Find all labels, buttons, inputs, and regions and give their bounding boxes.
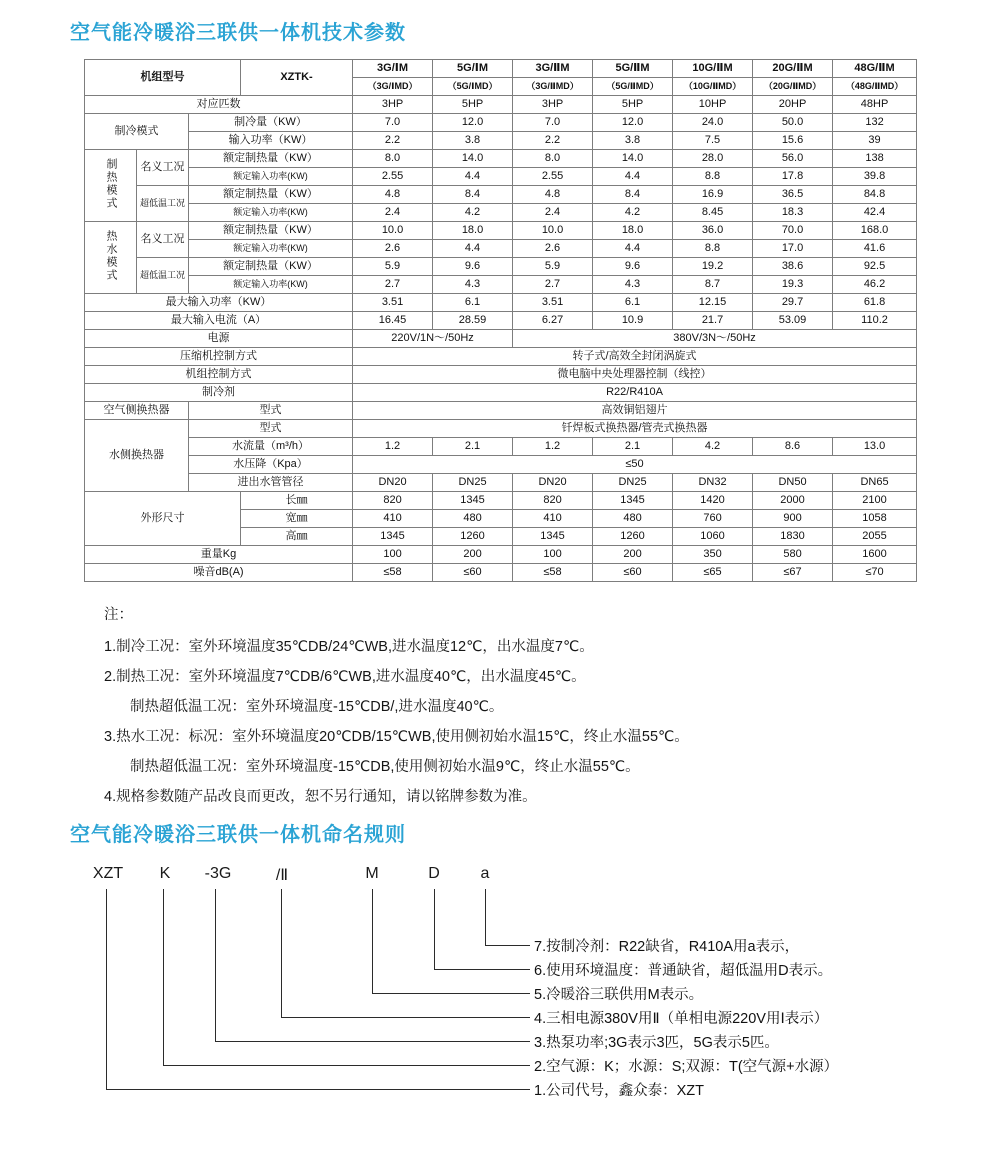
cell: 24.0 xyxy=(673,114,753,132)
cell: 4.3 xyxy=(593,276,673,294)
cell: 2100 xyxy=(833,492,917,510)
table-row xyxy=(85,132,917,150)
cell: 6.27 xyxy=(513,312,593,330)
cell: 3HP xyxy=(353,96,433,114)
table-row xyxy=(85,276,917,294)
sub-lowtemp: 超低温工况 xyxy=(137,186,189,222)
water-ex-type-label: 型式 xyxy=(189,420,353,438)
cell: 70.0 xyxy=(753,222,833,240)
cell: 39 xyxy=(833,132,917,150)
note-line: 制热超低温工况：室外环境温度-15℃DB,使用侧初始水温9℃，终止水温55℃。 xyxy=(130,759,640,775)
cell: 14.0 xyxy=(593,150,673,168)
cell: 2.55 xyxy=(353,168,433,186)
cell: 19.3 xyxy=(753,276,833,294)
cell: 8.45 xyxy=(673,204,753,222)
cell: 28.59 xyxy=(433,312,513,330)
cell: 480 xyxy=(593,510,673,528)
cell: 3.8 xyxy=(433,132,513,150)
leader-line-3-h xyxy=(215,1041,530,1042)
leader-line-2-h xyxy=(163,1065,530,1066)
cell: 16.9 xyxy=(673,186,753,204)
table-row xyxy=(85,312,917,330)
cell: 50.0 xyxy=(753,114,833,132)
cell: 42.4 xyxy=(833,204,917,222)
col-head-6: 48G/ⅡM xyxy=(833,60,917,78)
cell: 1345 xyxy=(513,528,593,546)
cell: ≤60 xyxy=(593,564,673,582)
row-label: 额定输入功率(KW) xyxy=(189,168,353,186)
cell: 4.4 xyxy=(593,168,673,186)
legend-item-4: 4.三相电源380V用Ⅱ（单相电源220V用Ⅰ表示） xyxy=(534,1011,829,1027)
cell: DN20 xyxy=(353,474,433,492)
cell: 2.1 xyxy=(433,438,513,456)
cell: 38.6 xyxy=(753,258,833,276)
cell: ≤67 xyxy=(753,564,833,582)
leader-line-6 xyxy=(434,889,435,969)
table-row xyxy=(85,258,917,276)
leader-line-3 xyxy=(215,889,216,1041)
cell: 1260 xyxy=(433,528,513,546)
cell: 10.9 xyxy=(593,312,673,330)
spec-table xyxy=(84,59,917,582)
cell: 900 xyxy=(753,510,833,528)
leader-line-7 xyxy=(485,889,486,945)
leader-line-5-h xyxy=(372,993,530,994)
table-row xyxy=(85,168,917,186)
row-label-air-ex: 空气侧换热器 xyxy=(85,402,189,420)
cell: 200 xyxy=(433,546,513,564)
cell: 8.6 xyxy=(753,438,833,456)
cell: DN65 xyxy=(833,474,917,492)
row-label: 额定制热量（KW） xyxy=(189,258,353,276)
cell: 200 xyxy=(593,546,673,564)
table-row xyxy=(85,204,917,222)
row-label: 额定制热量（KW） xyxy=(189,186,353,204)
legend-item-6: 6.使用环境温度：普通缺省，超低温用D表示。 xyxy=(534,963,833,979)
cell: 820 xyxy=(353,492,433,510)
legend-item-7: 7.按制冷剂：R22缺省，R410A用a表示， xyxy=(534,939,800,955)
cell: 13.0 xyxy=(833,438,917,456)
cell: 6.1 xyxy=(593,294,673,312)
cell: 4.3 xyxy=(433,276,513,294)
cell: 48HP xyxy=(833,96,917,114)
page-title-naming: 空气能冷暖浴三联供一体机命名规则 xyxy=(70,824,406,846)
cell: 168.0 xyxy=(833,222,917,240)
cell: 19.2 xyxy=(673,258,753,276)
row-label: 额定输入功率(KW) xyxy=(189,240,353,258)
cell: ≤65 xyxy=(673,564,753,582)
cell: 3.8 xyxy=(593,132,673,150)
cell: 21.7 xyxy=(673,312,753,330)
cell: 3.51 xyxy=(513,294,593,312)
cell: ≤58 xyxy=(353,564,433,582)
table-row xyxy=(85,222,917,240)
sub-lowtemp: 超低温工况 xyxy=(137,258,189,294)
leader-line-5 xyxy=(372,889,373,993)
col-head-5: 20G/ⅡM xyxy=(753,60,833,78)
power-left: 220V/1N～/50Hz xyxy=(353,330,513,348)
cell: 1345 xyxy=(433,492,513,510)
cell: 2.7 xyxy=(513,276,593,294)
cell: 5HP xyxy=(433,96,513,114)
cell: 18.0 xyxy=(433,222,513,240)
table-row xyxy=(85,96,917,114)
code-segment-xzt: XZT xyxy=(92,865,124,882)
cell: 41.6 xyxy=(833,240,917,258)
cell: 7.5 xyxy=(673,132,753,150)
table-row xyxy=(85,240,917,258)
cell: 2.4 xyxy=(513,204,593,222)
cell: 8.4 xyxy=(433,186,513,204)
note-line: 1.制冷工况：室外环境温度35℃DB/24℃WB,进水温度12℃，出水温度7℃。 xyxy=(104,639,594,655)
row-label-dimensions: 外形尺寸 xyxy=(85,492,241,546)
table-row xyxy=(85,456,917,474)
sub-nominal: 名义工况 xyxy=(137,150,189,186)
cell: 2000 xyxy=(753,492,833,510)
legend-item-1: 1.公司代号，鑫众泰：XZT xyxy=(534,1083,704,1099)
cell: 14.0 xyxy=(433,150,513,168)
cell: 8.4 xyxy=(593,186,673,204)
pipe-label: 进出水管管径 xyxy=(189,474,353,492)
cell: 410 xyxy=(513,510,593,528)
cell: 5.9 xyxy=(513,258,593,276)
leader-line-1-h xyxy=(106,1089,530,1090)
spec-table-container xyxy=(0,45,1000,582)
cell: 1260 xyxy=(593,528,673,546)
cell: 1.2 xyxy=(513,438,593,456)
row-label-maxpower: 最大输入功率（KW） xyxy=(85,294,353,312)
note-line: 2.制热工况：室外环境温度7℃DB/6℃WB,进水温度40℃，出水温度45℃。 xyxy=(104,669,586,685)
cell: 12.0 xyxy=(433,114,513,132)
model-label: 机组型号 xyxy=(85,60,241,96)
legend-item-2: 2.空气源：K；水源：S;双源：T(空气源+水源） xyxy=(534,1059,839,1075)
cell: 3.51 xyxy=(353,294,433,312)
air-ex-type-label: 型式 xyxy=(189,402,353,420)
cell: 2055 xyxy=(833,528,917,546)
col-head-2: 3G/ⅡM xyxy=(513,60,593,78)
cell: 2.6 xyxy=(513,240,593,258)
cell: DN20 xyxy=(513,474,593,492)
cell: 1058 xyxy=(833,510,917,528)
cell: 760 xyxy=(673,510,753,528)
cell: 10.0 xyxy=(513,222,593,240)
cell: 16.45 xyxy=(353,312,433,330)
cell: 17.0 xyxy=(753,240,833,258)
table-row xyxy=(85,294,917,312)
row-label-control: 机组控制方式 xyxy=(85,366,353,384)
row-label-noise: 噪音dB(A) xyxy=(85,564,353,582)
cell: 12.0 xyxy=(593,114,673,132)
row-label-maxcurrent: 最大输入电流（A） xyxy=(85,312,353,330)
table-row xyxy=(85,366,917,384)
sub-nominal: 名义工况 xyxy=(137,222,189,258)
col-head-3: 5G/ⅡM xyxy=(593,60,673,78)
leader-line-2 xyxy=(163,889,164,1065)
cell: 28.0 xyxy=(673,150,753,168)
cell: 10HP xyxy=(673,96,753,114)
cell: 2.55 xyxy=(513,168,593,186)
cell: 1345 xyxy=(593,492,673,510)
pressure-value: ≤50 xyxy=(353,456,917,474)
cell: 5HP xyxy=(593,96,673,114)
table-row xyxy=(85,546,917,564)
cell: 36.0 xyxy=(673,222,753,240)
table-row xyxy=(85,114,917,132)
table-row xyxy=(85,186,917,204)
cell: 20HP xyxy=(753,96,833,114)
cell: ≤60 xyxy=(433,564,513,582)
group-hotwater xyxy=(85,222,137,294)
dim-sub-label: 高㎜ xyxy=(241,528,353,546)
cell: 53.09 xyxy=(753,312,833,330)
cell: 4.2 xyxy=(593,204,673,222)
cell: 8.8 xyxy=(673,168,753,186)
row-label-weight: 重量Kg xyxy=(85,546,353,564)
code-segment-a: a xyxy=(480,865,490,882)
cell: 5.9 xyxy=(353,258,433,276)
cell: 15.6 xyxy=(753,132,833,150)
cell: 138 xyxy=(833,150,917,168)
cell: ≤70 xyxy=(833,564,917,582)
leader-line-7-h xyxy=(485,945,530,946)
table-row xyxy=(85,438,917,456)
col-head-0: 3G/ⅠM xyxy=(353,60,433,78)
col-subhead-4: （10G/ⅡMD） xyxy=(673,78,753,96)
power-right: 380V/3N～/50Hz xyxy=(513,330,917,348)
cell: 56.0 xyxy=(753,150,833,168)
code-segment-3g: -3G xyxy=(204,865,232,882)
cell: 4.4 xyxy=(433,168,513,186)
cell: 18.3 xyxy=(753,204,833,222)
code-segment-d: D xyxy=(428,865,440,882)
group-heating xyxy=(85,150,137,222)
page-title-spec: 空气能冷暖浴三联供一体机技术参数 xyxy=(70,22,406,44)
cell: 17.8 xyxy=(753,168,833,186)
cell: 8.0 xyxy=(353,150,433,168)
row-label: 额定输入功率(KW) xyxy=(189,276,353,294)
note-line: 制热超低温工况：室外环境温度-15℃DB/,进水温度40℃。 xyxy=(130,699,504,715)
air-ex-type-value: 高效铜铝翅片 xyxy=(353,402,917,420)
table-row xyxy=(85,474,917,492)
col-subhead-6: （48G/ⅡMD） xyxy=(833,78,917,96)
water-ex-type-value: 钎焊板式换热器/管壳式换热器 xyxy=(353,420,917,438)
cell: 2.7 xyxy=(353,276,433,294)
cell: 6.1 xyxy=(433,294,513,312)
col-subhead-5: （20G/ⅡMD） xyxy=(753,78,833,96)
cell: ≤58 xyxy=(513,564,593,582)
cell: 18.0 xyxy=(593,222,673,240)
cell: 92.5 xyxy=(833,258,917,276)
cell: 1345 xyxy=(353,528,433,546)
col-head-1: 5G/ⅠM xyxy=(433,60,513,78)
table-row xyxy=(85,402,917,420)
cell: 580 xyxy=(753,546,833,564)
cell: 12.15 xyxy=(673,294,753,312)
table-row xyxy=(85,564,917,582)
col-subhead-1: （5G/ⅠMD） xyxy=(433,78,513,96)
row-label-refrigerant: 制冷剂 xyxy=(85,384,353,402)
table-row xyxy=(85,492,917,510)
cell: 4.4 xyxy=(433,240,513,258)
cell: 100 xyxy=(353,546,433,564)
row-label-water-ex: 水侧换热器 xyxy=(85,420,189,492)
legend-item-5: 5.冷暖浴三联供用M表示。 xyxy=(534,987,704,1003)
cell: 1830 xyxy=(753,528,833,546)
cell: 84.8 xyxy=(833,186,917,204)
cell: 820 xyxy=(513,492,593,510)
cell: 8.7 xyxy=(673,276,753,294)
cell: 8.8 xyxy=(673,240,753,258)
cell: 1600 xyxy=(833,546,917,564)
legend-item-3: 3.热泵功率;3G表示3匹，5G表示5匹。 xyxy=(534,1035,779,1051)
cell: DN25 xyxy=(433,474,513,492)
row-label: 额定输入功率(KW) xyxy=(189,204,353,222)
notes-heading: 注： xyxy=(104,607,133,623)
code-segment-m: M xyxy=(365,865,379,882)
table-row xyxy=(85,330,917,348)
cell: 2.6 xyxy=(353,240,433,258)
cell: 61.8 xyxy=(833,294,917,312)
row-label: 额定制热量（KW） xyxy=(189,150,353,168)
table-row xyxy=(85,384,917,402)
cell: 8.0 xyxy=(513,150,593,168)
group-hotwater-text: 热水模式 xyxy=(105,229,117,282)
notes-block xyxy=(0,582,1000,812)
cell: 36.5 xyxy=(753,186,833,204)
cell: 1.2 xyxy=(353,438,433,456)
cell: 39.8 xyxy=(833,168,917,186)
cell: DN25 xyxy=(593,474,673,492)
cell: 100 xyxy=(513,546,593,564)
table-row xyxy=(85,348,917,366)
refrigerant-value: R22/R410A xyxy=(353,384,917,402)
code-segment-k: K xyxy=(159,865,171,882)
row-label: 额定制热量（KW） xyxy=(189,222,353,240)
code-segment-ii: /Ⅱ xyxy=(275,867,289,884)
group-heating-text: 制热模式 xyxy=(105,157,117,210)
table-row xyxy=(85,420,917,438)
note-line: 3.热水工况：标况：室外环境温度20℃DB/15℃WB,使用侧初始水温15℃，终止水温55℃。 xyxy=(104,729,689,745)
dim-sub-label: 长㎜ xyxy=(241,492,353,510)
row-label: 制冷量（KW） xyxy=(189,114,353,132)
cell: 350 xyxy=(673,546,753,564)
cell: 4.4 xyxy=(593,240,673,258)
cell: 4.2 xyxy=(433,204,513,222)
cell: 110.2 xyxy=(833,312,917,330)
col-head-4: 10G/ⅡM xyxy=(673,60,753,78)
flow-label: 水流量（m³/h） xyxy=(189,438,353,456)
cell: 2.1 xyxy=(593,438,673,456)
note-line: 4.规格参数随产品改良而更改，恕不另行通知，请以铭牌参数为准。 xyxy=(104,789,537,805)
table-row xyxy=(85,60,917,78)
table-row xyxy=(85,150,917,168)
cell: 7.0 xyxy=(353,114,433,132)
cell: 10.0 xyxy=(353,222,433,240)
row-label-power: 电源 xyxy=(85,330,353,348)
col-subhead-0: （3G/ⅠMD） xyxy=(353,78,433,96)
compressor-value: 转子式/高效全封闭涡旋式 xyxy=(353,348,917,366)
cell: 2.2 xyxy=(353,132,433,150)
cell: 3HP xyxy=(513,96,593,114)
leader-line-4-h xyxy=(281,1017,530,1018)
leader-line-4 xyxy=(281,889,282,1017)
cell: 410 xyxy=(353,510,433,528)
cell: 29.7 xyxy=(753,294,833,312)
naming-rule-diagram xyxy=(0,857,1000,1099)
row-label: 输入功率（KW） xyxy=(189,132,353,150)
cell: 2.2 xyxy=(513,132,593,150)
control-value: 微电脑中央处理器控制（线控） xyxy=(353,366,917,384)
row-label-compressor: 压缩机控制方式 xyxy=(85,348,353,366)
model-prefix: XZTK- xyxy=(241,60,353,96)
cell: 4.8 xyxy=(353,186,433,204)
cell: 1420 xyxy=(673,492,753,510)
leader-line-6-h xyxy=(434,969,530,970)
col-subhead-3: （5G/ⅡMD） xyxy=(593,78,673,96)
leader-line-1 xyxy=(106,889,107,1089)
cell: 132 xyxy=(833,114,917,132)
cell: 480 xyxy=(433,510,513,528)
cell: 46.2 xyxy=(833,276,917,294)
dim-sub-label: 宽㎜ xyxy=(241,510,353,528)
cell: 1060 xyxy=(673,528,753,546)
cell: 4.2 xyxy=(673,438,753,456)
cell: DN32 xyxy=(673,474,753,492)
cell: 2.4 xyxy=(353,204,433,222)
cell: 7.0 xyxy=(513,114,593,132)
row-label-hp: 对应匹数 xyxy=(85,96,353,114)
cell: DN50 xyxy=(753,474,833,492)
group-cooling: 制冷模式 xyxy=(85,114,189,150)
cell: 9.6 xyxy=(593,258,673,276)
cell: 4.8 xyxy=(513,186,593,204)
cell: 9.6 xyxy=(433,258,513,276)
col-subhead-2: （3G/ⅡMD） xyxy=(513,78,593,96)
pressure-label: 水压降（Kpa） xyxy=(189,456,353,474)
